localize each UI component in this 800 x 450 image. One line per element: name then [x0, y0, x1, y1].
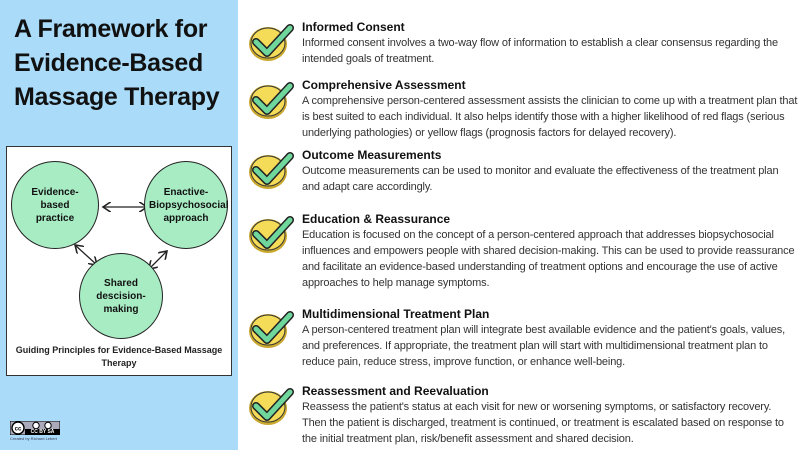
title-line: Evidence-Based	[14, 49, 203, 77]
item-text: Informed consent involves a two-way flow of information to establish a clear consensus regarding the intended goals of treatment.	[302, 37, 778, 65]
checkmark-icon	[248, 80, 294, 120]
item-text: A comprehensive person-centered assessment assists the clinician to come up with a treatment plan that is best suited to each individual. It also helps identify those with a higher likelihood of red flags (serious underlying pathologies) or yellow flags (prognosis factors for delayed recovery).	[302, 95, 798, 139]
item-title: Informed Consent	[302, 20, 405, 34]
list-item	[248, 148, 798, 195]
item-title: Multidimensional Treatment Plan	[302, 307, 490, 321]
item-text: Education is focused on the concept of a person-centered approach that addresses biopsychosocial influences and empowers people with shared decision-making. This can be used to provide reassurance and facilitate an evidence-based understanding of treatment options and encourage the use of active approaches to help manage symptoms.	[302, 229, 795, 289]
title-line: Massage Therapy	[14, 83, 220, 111]
checkmark-icon	[248, 150, 294, 190]
item-text: A person-centered treatment plan will integrate best available evidence and the patient's goals, values, and preferences. If appropriate, the treatment plan will start with multidimensional treatment plan to reduce pain, reduce stress, improve function, or enhance well-being.	[302, 324, 786, 368]
node-shared-decision-making	[79, 253, 163, 339]
license-badge-text: CC BY SA	[30, 429, 55, 435]
list-item	[248, 20, 798, 67]
credit-text: Created by Richard Lebert	[10, 436, 57, 441]
checkmark-icon	[248, 309, 294, 349]
item-title: Outcome Measurements	[302, 148, 442, 162]
node-enactive-biopsychosocial	[144, 161, 228, 249]
node-label: Shared descision-making	[96, 277, 146, 315]
list-item	[248, 212, 798, 291]
guiding-principles-diagram	[6, 146, 232, 376]
item-text: Reassess the patient's status at each visit for new or worsening symptoms, or satisfactory recovery. Then the patient is discharged, treatment is continued, or treatment is escalated based on response to the initial treatment plan, risk/benefit assessment and shared decision.	[302, 401, 784, 445]
svg-text:cc: cc	[14, 426, 22, 433]
item-text: Outcome measurements can be used to monitor and evaluate the effectiveness of the treatment plan and adapt care accordingly.	[302, 165, 779, 193]
list-item	[248, 307, 798, 370]
page-title	[14, 12, 219, 114]
node-label: Evidence-based practice	[31, 186, 79, 224]
checkmark-icon	[248, 22, 294, 62]
diagram-caption: Guiding Principles for Evidence-Based Massage Therapy	[15, 345, 223, 368]
checkmark-icon	[248, 214, 294, 254]
left-panel	[0, 0, 238, 450]
list-item	[248, 78, 798, 141]
list-item	[248, 384, 798, 447]
cc-badge	[10, 421, 60, 435]
item-title: Comprehensive Assessment	[302, 78, 466, 92]
title-line: A Framework for	[14, 15, 208, 43]
node-label: Enactive-Biopsychosocial approach	[149, 186, 229, 224]
node-evidence-based-practice	[11, 161, 99, 249]
item-title: Education & Reassurance	[302, 212, 451, 226]
license-badge	[10, 421, 60, 441]
checkmark-icon	[248, 386, 294, 426]
item-title: Reassessment and Reevaluation	[302, 384, 489, 398]
